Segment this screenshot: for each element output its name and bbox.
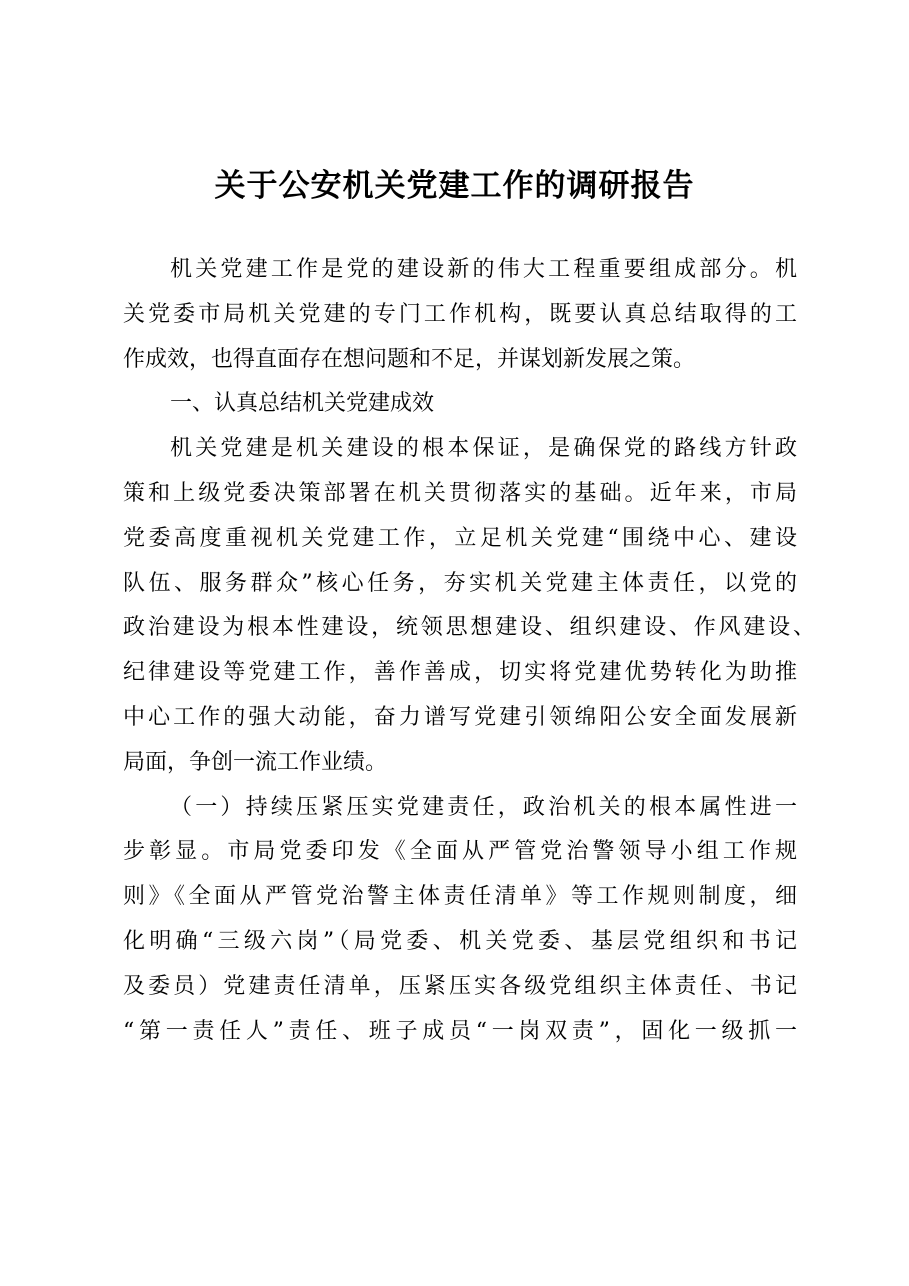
paragraph-line: 党委高度重视机关党建工作，立足机关党建“围绕中心、建设	[123, 525, 797, 551]
paragraph-line: 及委员）党建责任清单，压紧压实各级党组织主体责任、书记	[123, 973, 797, 999]
paragraph-line: 纪律建设等党建工作，善作善成，切实将党建优势转化为助推	[123, 660, 797, 686]
paragraph-line: 作成效，也得直面存在想问题和不足，并谋划新发展之策。	[123, 346, 696, 372]
paragraph-line: 中心工作的强大动能，奋力谱写党建引领绵阳公安全面发展新	[123, 704, 797, 730]
subsection-line: （一）持续压紧压实党建责任，政治机关的根本属性进一	[170, 794, 797, 820]
page-title: 关于公安机关党建工作的调研报告	[214, 168, 695, 204]
paragraph-line: 队伍、服务群众”核心任务，夯实机关党建主体责任，以党的	[123, 570, 797, 596]
paragraph-line: 政治建设为根本性建设，统领思想建设、组织建设、作风建设、	[123, 615, 815, 641]
paragraph-line: 机关党建是机关建设的根本保证，是确保党的路线方针政	[170, 436, 797, 462]
paragraph-line: 策和上级党委决策部署在机关贯彻落实的基础。近年来，市局	[123, 480, 797, 506]
paragraph-line: 机关党建工作是党的建设新的伟大工程重要组成部分。机	[170, 257, 797, 282]
paragraph-line: “第一责任人”责任、班子成员“一岗双责”，固化一级抓一	[123, 1018, 797, 1044]
paragraph-line: 局面，争创一流工作业绩。	[123, 749, 388, 775]
paragraph-line: 化明确“三级六岗”（局党委、机关党委、基层党组织和书记	[123, 928, 797, 954]
paragraph-line: 则》《全面从严管党治警主体责任清单》等工作规则制度，细	[123, 884, 797, 910]
section-heading: 一、认真总结机关党建成效	[170, 391, 435, 417]
paragraph-line: 步彰显。市局党委印发《全面从严管党治警领导小组工作规	[123, 839, 797, 865]
paragraph-line: 关党委市局机关党建的专门工作机构，既要认真总结取得的工	[123, 301, 797, 327]
document-body	[123, 248, 815, 1054]
